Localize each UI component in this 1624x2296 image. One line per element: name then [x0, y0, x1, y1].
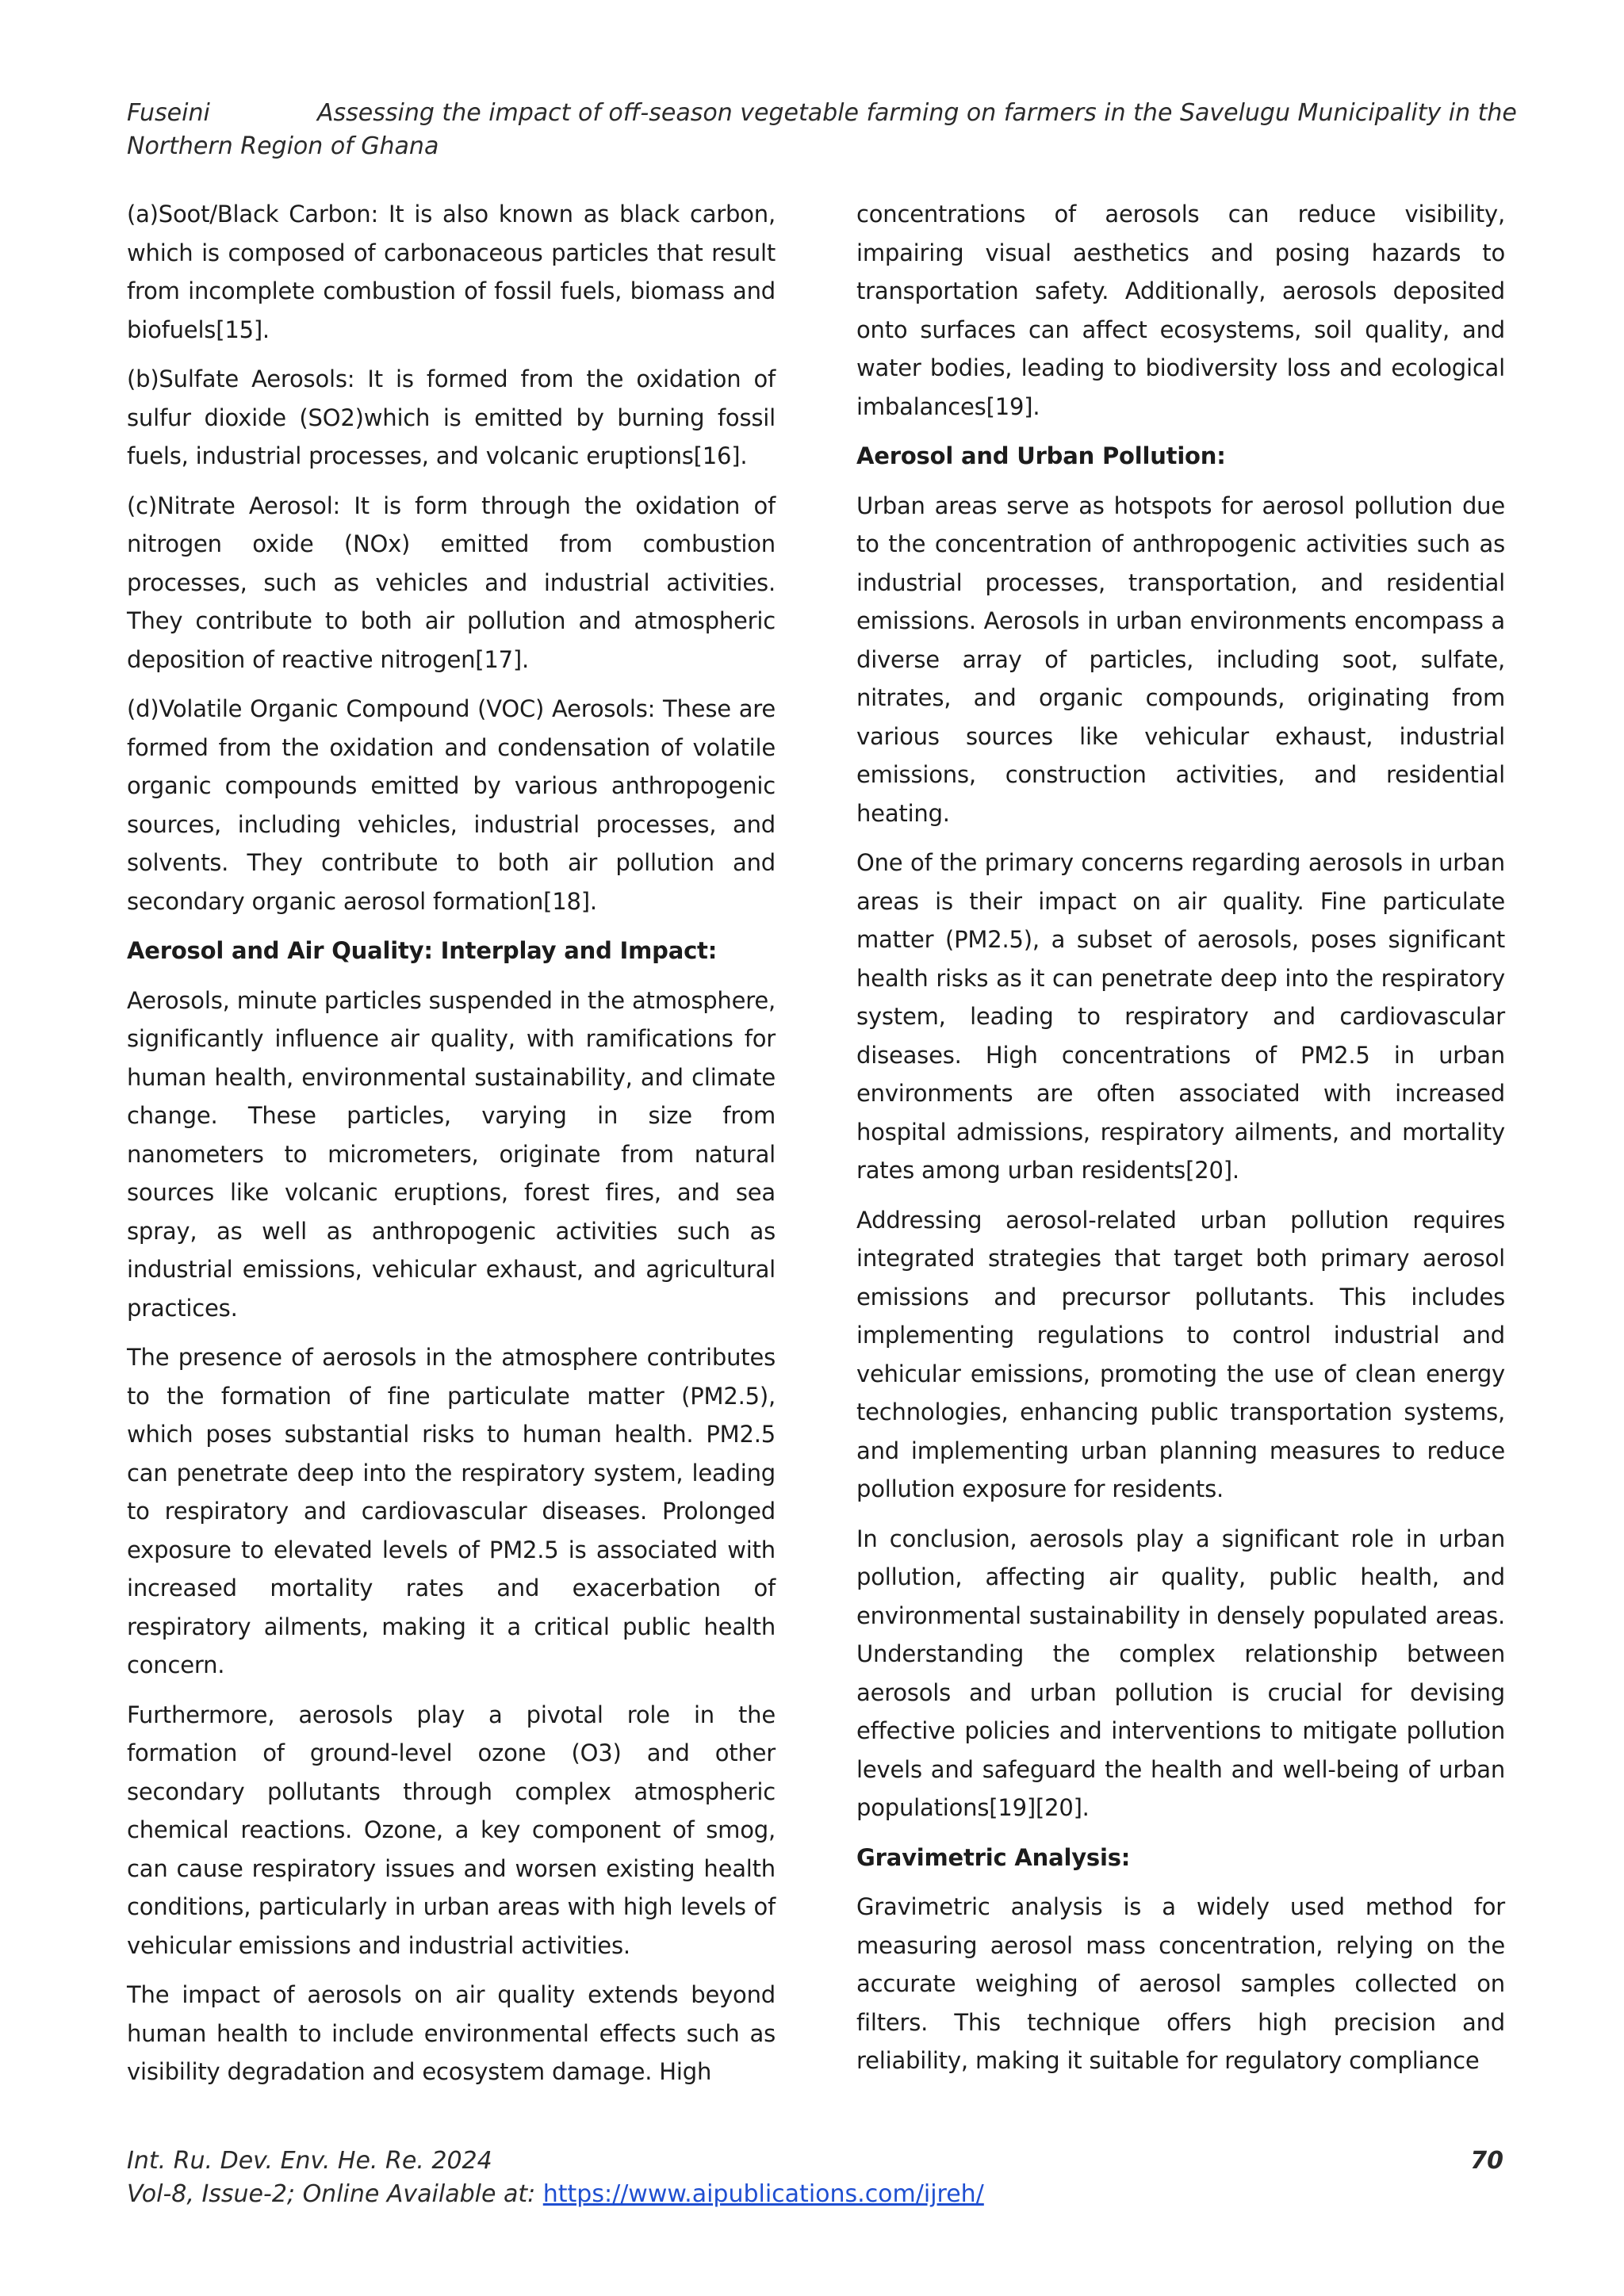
page-footer: [127, 2145, 1503, 2211]
paragraph-visibility-cont: concentrations of aerosols can reduce visibility, impairing visual aesthetics and posing hazards to transportation safety. Additionally, aerosols deposited onto surfaces can affect ecosystems, soil quality, and water bodies, leading to biodiversity loss and ecological imbalances[19].: [856, 201, 1505, 420]
section-heading-urban-pollution: Aerosol and Urban Pollution:: [856, 442, 1226, 469]
footer-journal: Int. Ru. Dev. Env. He. Re. 2024: [127, 2147, 492, 2175]
paragraph-pm25: The presence of aerosols in the atmosphere contributes to the formation of fine particulate matter (PM2.5), which poses substantial risks to human health. PM2.5 can penetrate deep into the respiratory system, leading to respiratory and cardiovascular diseases. Prolonged exposure to elevated levels of PM2.5 is associated with increased mortality rates and exacerbation of respiratory ailments, making it a critical public health concern.: [127, 1344, 776, 1678]
paragraph-sulfate: (b)Sulfate Aerosols: It is formed from the oxidation of sulfur dioxide (SO2)which is emitted by burning fossil fuels, industrial processes, and volcanic eruptions[16].: [127, 365, 776, 469]
paragraph-urban-hotspots: Urban areas serve as hotspots for aerosol pollution due to the concentration of anthropogenic activities such as industrial processes, transportation, and residential emissions. Aerosols in urban environments encompass a diverse array of particles, including soot, sulfate, nitrates, and organic compounds, originating from various sources like vehicular exhaust, industrial emissions, construction activities, and residential heating.: [856, 492, 1505, 827]
right-column: [856, 195, 1505, 2091]
section-heading-gravimetric: Gravimetric Analysis:: [856, 1843, 1131, 1871]
running-header: [127, 97, 1522, 163]
paragraph-strategies: Addressing aerosol-related urban pollution requires integrated strategies that target both primary aerosol emissions and precursor pollutants. This includes implementing regulations to control industrial and vehicular emissions, promoting the use of clean energy technologies, enhancing public transportation systems, and implementing urban planning measures to reduce pollution exposure for residents.: [856, 1206, 1505, 1502]
paragraph-soot: (a)Soot/Black Carbon: It is also known as black carbon, which is composed of carbonaceous particles that result from incomplete combustion of fossil fuels, biomass and biofuels[15].: [127, 201, 776, 343]
paragraph-conclusion: In conclusion, aerosols play a significant role in urban pollution, affecting air quality, public health, and environmental sustainability in densely populated areas. Understanding the complex relationship between aerosols and urban pollution is crucial for devising effective policies and interventions to mitigate pollution levels and safeguard the health and well-being of urban populations[19][20].: [856, 1525, 1505, 1821]
paragraph-aerosols-intro: Aerosols, minute particles suspended in the atmosphere, significantly influence air quality, with ramifications for human health, environmental sustainability, and climate change. These particles, varying in size from nanometers to micrometers, originate from natural sources like volcanic eruptions, forest fires, and sea spray, as well as anthropogenic activities such as industrial emissions, vehicular exhaust, and agricultural practices.: [127, 986, 776, 1322]
footer-volume: Vol-8, Issue-2; Online Available at:: [127, 2180, 543, 2208]
footer-availability: [127, 2178, 1503, 2211]
paragraph-gravimetric: Gravimetric analysis is a widely used method for measuring aerosol mass concentration, relying on the accurate weighing of aerosol samples collected on filters. This technique offers high precision and reliability, making it suitable for regulatory compliance: [856, 1893, 1505, 2074]
paragraph-nitrate: (c)Nitrate Aerosol: It is form through the oxidation of nitrogen oxide (NOx) emitted from combustion processes, such as vehicles and industrial activities. They contribute to both air pollution and atmospheric deposition of reactive nitrogen[17].: [127, 492, 776, 673]
paragraph-urban-air-quality: One of the primary concerns regarding aerosols in urban areas is their impact on air quality. Fine particulate matter (PM2.5), a subset of aerosols, poses significant health risks as it can penetrate deep into the respiratory system, leading to respiratory and cardiovascular diseases. High concentrations of PM2.5 in urban environments are often associated with increased hospital admissions, respiratory ailments, and mortality rates among urban residents[20].: [856, 849, 1505, 1184]
journal-link[interactable]: https://www.aipublications.com/ijreh/: [542, 2180, 984, 2208]
page-number: 70: [1470, 2147, 1503, 2175]
paragraph-voc: (d)Volatile Organic Compound (VOC) Aerosols: These are formed from the oxidation and condensation of volatile organic compounds emitted by various anthropogenic sources, including vehicles, industrial processes, and solvents. They contribute to both air pollution and secondary organic aerosol formation[18].: [127, 695, 776, 915]
paragraph-visibility: The impact of aerosols on air quality extends beyond human health to include environmental effects such as visibility degradation and ecosystem damage. High: [127, 1981, 776, 2085]
section-heading-air-quality: Aerosol and Air Quality: Interplay and Impact:: [127, 937, 718, 964]
header-author: Fuseini: [127, 99, 210, 127]
paragraph-ozone: Furthermore, aerosols play a pivotal role in the formation of ground-level ozone (O3) and other secondary pollutants through complex atmospheric chemical reactions. Ozone, a key component of smog, can cause respiratory issues and worsen existing health conditions, particularly in urban areas with high levels of vehicular emissions and industrial activities.: [127, 1701, 776, 1959]
left-column: [127, 195, 776, 2103]
header-title: Assessing the impact of off-season vegetable farming on farmers in the Savelugu Municipality in the Northern Region of Ghana: [127, 99, 1517, 160]
